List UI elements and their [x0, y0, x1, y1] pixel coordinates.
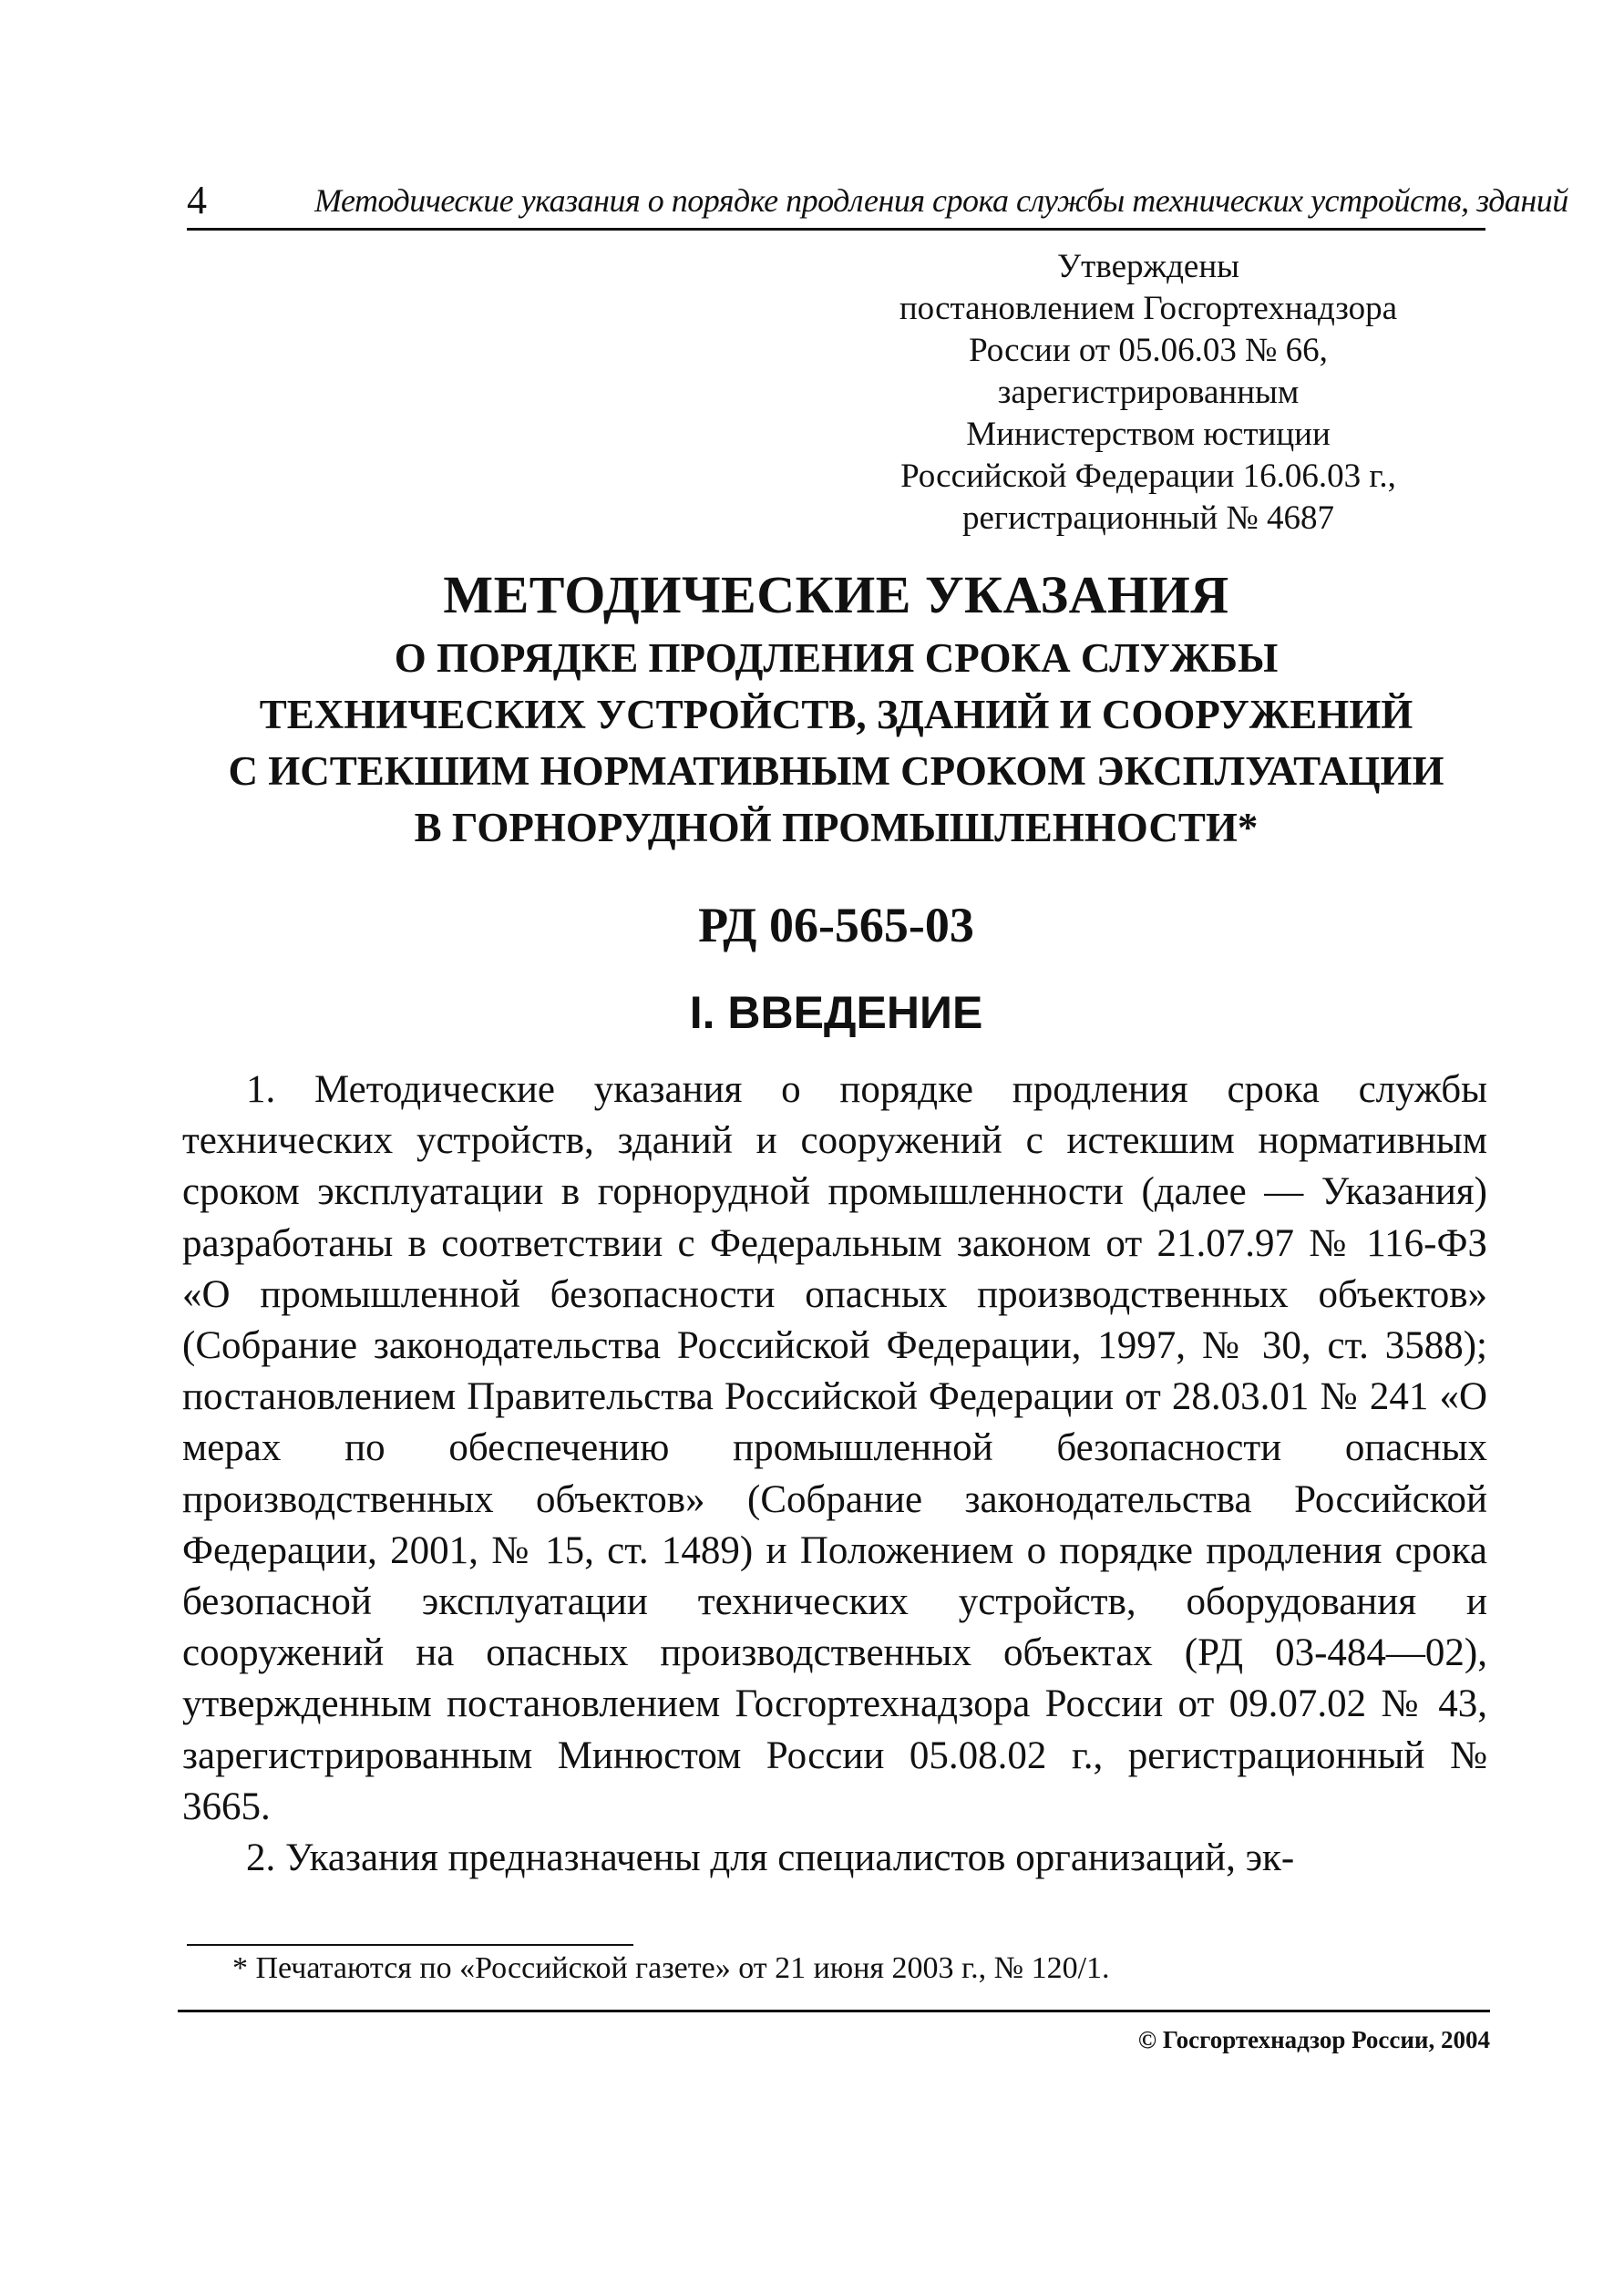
approval-line: регистрационный № 4687 — [961, 499, 1335, 537]
approval-line: зарегистрированным — [997, 374, 1300, 411]
document-title — [187, 561, 1485, 856]
footer-divider — [178, 2010, 1490, 2012]
document-title-main: МЕТОДИЧЕСКИЕ УКАЗАНИЯ — [443, 565, 1229, 624]
section-heading: I. ВВЕДЕНИЕ — [689, 987, 983, 1038]
paragraph: 1. Методические указания о порядке продления срока службы технических устройств, зданий и сооружений с истекшим нормативным сроком эксплуатации в горнорудной промышленности (далее — Указания) разработаны в соответствии с Федеральным законом от 21.07.97 № 116-ФЗ «О промышленной безопасности опасных производственных объектов» (Собрание законодательства Российской Федерации, 1997, № 30, ст. 3588); постановлением Правительства Российской Федерации от 28.03.01 № 241 «О мерах по обеспечению промышленной безопасности опасных производственных объектов» (Собрание законодательства Российской Федерации, 2001, № 15, ст. 1489) и Положением о порядке продления срока безопасной эксплуатации технических устройств, оборудования и сооружений на опасных производственных объектах (РД 03-484—02), утвержденным постановлением Госгортехнадзора России от 09.07.02 № 43, зарегистрированным Минюстом России 05.08.02 г., регистрационный № 3665. — [182, 1068, 1487, 1828]
approval-line: Российской Федерации 16.06.03 г., — [900, 458, 1396, 495]
document-code: РД 06-565-03 — [698, 898, 974, 952]
document-title-line: О ПОРЯДКЕ ПРОДЛЕНИЯ СРОКА СЛУЖБЫ — [394, 635, 1279, 681]
approval-line: постановлением Госгортехнадзора — [899, 290, 1398, 327]
running-title: Методические указания о порядке продления срока службы технических устройств, зданий — [314, 182, 1568, 219]
running-header — [187, 173, 1568, 231]
approval-line: Утверждены — [1056, 248, 1239, 285]
footnote: * Печатаются по «Российской газете» от 21 июня 2003 г., № 120/1. — [232, 1951, 1110, 1985]
document-title-line: В ГОРНОРУДНОЙ ПРОМЫШЛЕННОСТИ* — [414, 805, 1259, 850]
page-number: 4 — [187, 178, 207, 222]
copyright: © Госгортехнадзор России, 2004 — [1137, 2026, 1490, 2053]
approval-line: России от 05.06.03 № 66, — [969, 332, 1328, 369]
approval-block — [820, 246, 1476, 540]
body-text — [182, 1065, 1487, 1884]
approval-line: Министерством юстиции — [966, 416, 1331, 453]
document-title-line: ТЕХНИЧЕСКИХ УСТРОЙСТВ, ЗДАНИЙ И СООРУЖЕНИЙ — [259, 692, 1413, 737]
document-title-line: С ИСТЕКШИМ НОРМАТИВНЫМ СРОКОМ ЭКСПЛУАТАЦИИ — [228, 748, 1444, 794]
paragraph: 2. Указания предназначены для специалистов организаций, эк- — [246, 1836, 1295, 1880]
